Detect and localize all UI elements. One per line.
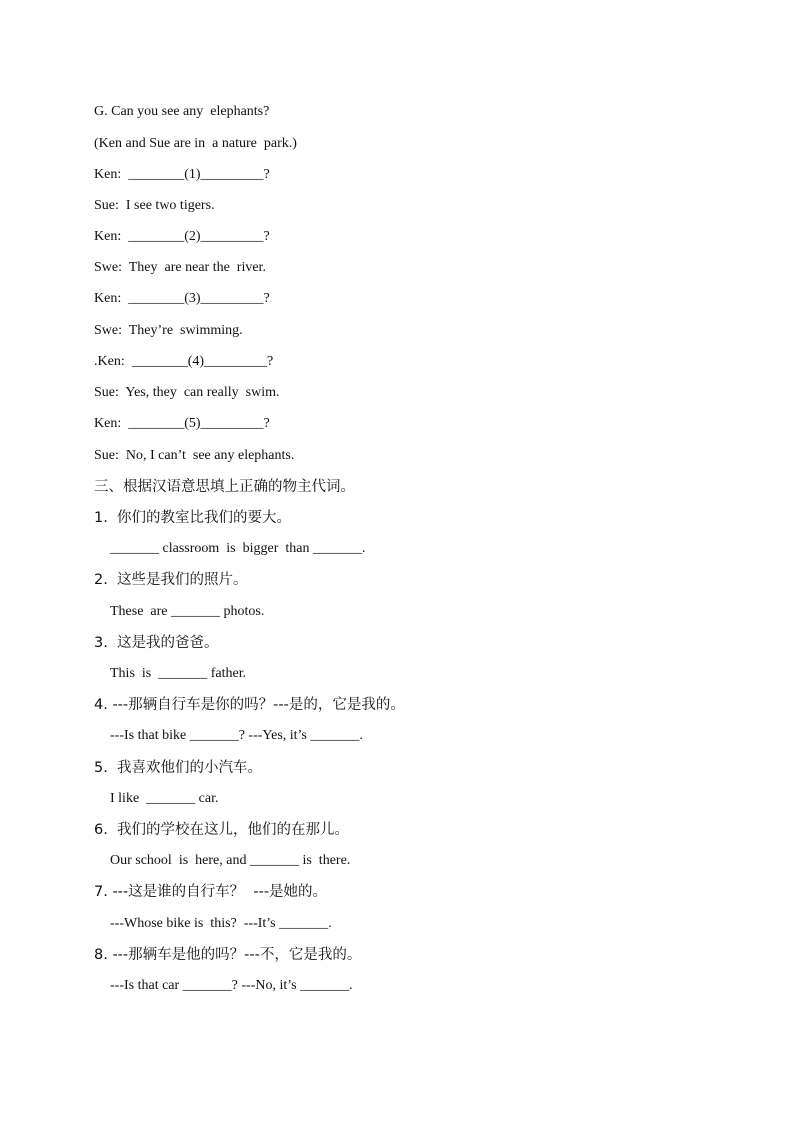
dialogue-line: Ken: ________(5)_________? (94, 416, 270, 431)
question-answer-line: ---Is that car _______? ---No, it’s _______. (110, 978, 353, 993)
question-answer-line: ---Whose bike is this? ---It’s _______. (110, 916, 332, 931)
dialogue-line: Sue: No, I can’t see any elephants. (94, 448, 295, 463)
question-answer-line: ---Is that bike _______? ---Yes, it’s _______. (110, 728, 363, 743)
question-answer-line: I like _______ car. (110, 791, 219, 806)
section-3-heading: 三、根据汉语意思填上正确的物主代词。 (94, 479, 355, 495)
dialogue-line: Swe: They are near the river. (94, 260, 266, 275)
dialogue-line: Ken: ________(1)_________? (94, 167, 270, 182)
dialogue-line: Sue: I see two tigers. (94, 198, 215, 213)
question-answer-line: This is _______ father. (110, 666, 247, 681)
dialogue-line: Sue: Yes, they can really swim. (94, 385, 280, 400)
question-prompt: 8. ---那辆车是他的吗？---不，它是我的。 (94, 947, 362, 963)
question-prompt: 2. 这些是我们的照片。 (94, 572, 248, 588)
section-g-title: G. Can you see any elephants? (94, 104, 270, 119)
dialogue-line: Ken: ________(2)_________? (94, 229, 270, 244)
scene-description: (Ken and Sue are in a nature park.) (94, 136, 297, 151)
dialogue-line: Ken: ________(3)_________? (94, 291, 270, 306)
question-prompt: 4. ---那辆自行车是你的吗？---是的，它是我的。 (94, 697, 405, 713)
question-answer-line: These are _______ photos. (110, 604, 265, 619)
question-answer-line: _______ classroom is bigger than _______. (110, 541, 366, 556)
question-prompt: 7. ---这是谁的自行车？ ---是她的。 (94, 884, 328, 900)
question-answer-line: Our school is here, and _______ is there. (110, 853, 351, 868)
question-prompt: 3. 这是我的爸爸。 (94, 635, 219, 651)
question-prompt: 1. 你们的教室比我们的要大。 (94, 510, 292, 526)
dialogue-line: .Ken: ________(4)_________? (94, 354, 274, 369)
question-prompt: 5. 我喜欢他们的小汽车。 (94, 760, 263, 776)
dialogue-line: Swe: They’re swimming. (94, 323, 243, 338)
question-prompt: 6. 我们的学校在这儿，他们的在那儿。 (94, 822, 350, 838)
